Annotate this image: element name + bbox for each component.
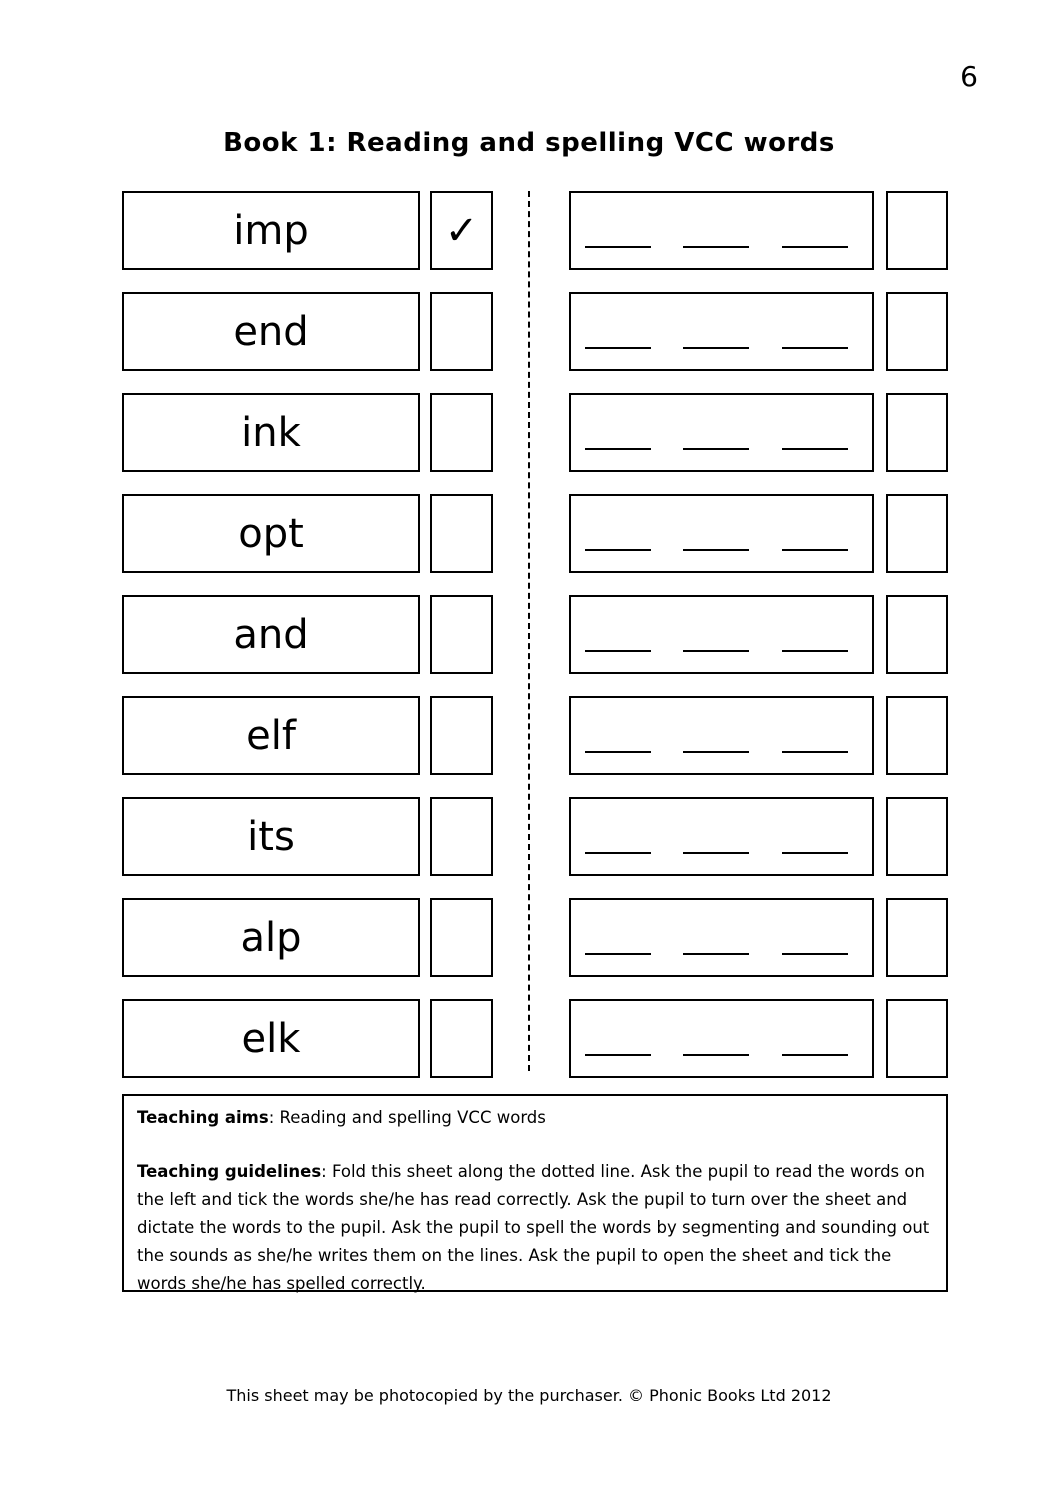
word-row	[122, 494, 948, 573]
read-tick-box[interactable]	[430, 898, 493, 977]
spell-tick-box[interactable]	[886, 595, 948, 674]
spelling-box[interactable]	[569, 595, 874, 674]
spell-tick-box[interactable]	[886, 696, 948, 775]
word-row	[122, 393, 948, 472]
word-row	[122, 696, 948, 775]
word-box: ink	[122, 393, 420, 472]
letter-write-line	[585, 953, 651, 955]
word-box: its	[122, 797, 420, 876]
spelling-box[interactable]	[569, 191, 874, 270]
teaching-aims	[137, 1104, 933, 1132]
letter-write-line	[782, 650, 848, 652]
letter-write-line	[782, 751, 848, 753]
word-box: elk	[122, 999, 420, 1078]
spelling-box[interactable]	[569, 696, 874, 775]
letter-write-line	[585, 246, 651, 248]
read-tick-box[interactable]	[430, 797, 493, 876]
page-number: 6	[960, 60, 978, 93]
word-row	[122, 797, 948, 876]
letter-write-line	[782, 1054, 848, 1056]
spelling-box[interactable]	[569, 494, 874, 573]
letter-write-line	[782, 953, 848, 955]
letter-write-line	[683, 1054, 749, 1056]
letter-write-line	[585, 1054, 651, 1056]
teaching-guidelines	[137, 1158, 933, 1298]
letter-write-line	[585, 650, 651, 652]
teaching-guidelines-text: : Fold this sheet along the dotted line. Ask the pupil to read the words on the left and tick the words she/he has read correctly. Ask the pupil to turn over the sheet and dictate the words to the pupil. Ask the pupil to spell the words by segmenting and sounding out the sounds as she/he writes them on the lines. Ask the pupil to open the sheet and tick the words she/he has spelled correctly.	[137, 1162, 930, 1293]
letter-write-line	[683, 448, 749, 450]
word-box: opt	[122, 494, 420, 573]
word-rows	[122, 191, 948, 1100]
letter-write-line	[585, 549, 651, 551]
letter-write-line	[782, 246, 848, 248]
page-title: Book 1: Reading and spelling VCC words	[223, 128, 835, 158]
checkmark-icon: ✓	[444, 207, 479, 254]
spelling-box[interactable]	[569, 898, 874, 977]
word-row	[122, 191, 948, 270]
letter-write-line	[782, 852, 848, 854]
letter-write-line	[782, 448, 848, 450]
letter-write-line	[683, 549, 749, 551]
spell-tick-box[interactable]	[886, 191, 948, 270]
word-row	[122, 999, 948, 1078]
read-tick-box[interactable]	[430, 595, 493, 674]
spelling-box[interactable]	[569, 393, 874, 472]
letter-write-line	[683, 347, 749, 349]
spelling-box[interactable]	[569, 292, 874, 371]
spell-tick-box[interactable]	[886, 898, 948, 977]
teaching-aims-text: : Reading and spelling VCC words	[268, 1108, 546, 1127]
letter-write-line	[585, 448, 651, 450]
read-tick-box[interactable]	[430, 696, 493, 775]
letter-write-line	[782, 347, 848, 349]
word-row	[122, 292, 948, 371]
word-box: alp	[122, 898, 420, 977]
spell-tick-box[interactable]	[886, 292, 948, 371]
letter-write-line	[683, 852, 749, 854]
spell-tick-box[interactable]	[886, 494, 948, 573]
letter-write-line	[782, 549, 848, 551]
word-row	[122, 898, 948, 977]
letter-write-line	[683, 650, 749, 652]
teaching-aims-label: Teaching aims	[137, 1108, 269, 1127]
letter-write-line	[585, 852, 651, 854]
spelling-box[interactable]	[569, 797, 874, 876]
footer-copyright: This sheet may be photocopied by the purchaser. © Phonic Books Ltd 2012	[226, 1386, 832, 1405]
spell-tick-box[interactable]	[886, 797, 948, 876]
spell-tick-box[interactable]	[886, 999, 948, 1078]
word-box: and	[122, 595, 420, 674]
letter-write-line	[683, 751, 749, 753]
read-tick-box[interactable]	[430, 393, 493, 472]
letter-write-line	[683, 246, 749, 248]
letter-write-line	[683, 953, 749, 955]
word-box: end	[122, 292, 420, 371]
spell-tick-box[interactable]	[886, 393, 948, 472]
read-tick-box[interactable]	[430, 999, 493, 1078]
read-tick-box[interactable]	[430, 191, 493, 270]
word-box: imp	[122, 191, 420, 270]
word-row	[122, 595, 948, 674]
spelling-box[interactable]	[569, 999, 874, 1078]
letter-write-line	[585, 347, 651, 349]
teaching-guidelines-box	[122, 1094, 948, 1292]
word-box: elf	[122, 696, 420, 775]
letter-write-line	[585, 751, 651, 753]
teaching-guidelines-label: Teaching guidelines	[137, 1162, 322, 1181]
read-tick-box[interactable]	[430, 494, 493, 573]
read-tick-box[interactable]	[430, 292, 493, 371]
